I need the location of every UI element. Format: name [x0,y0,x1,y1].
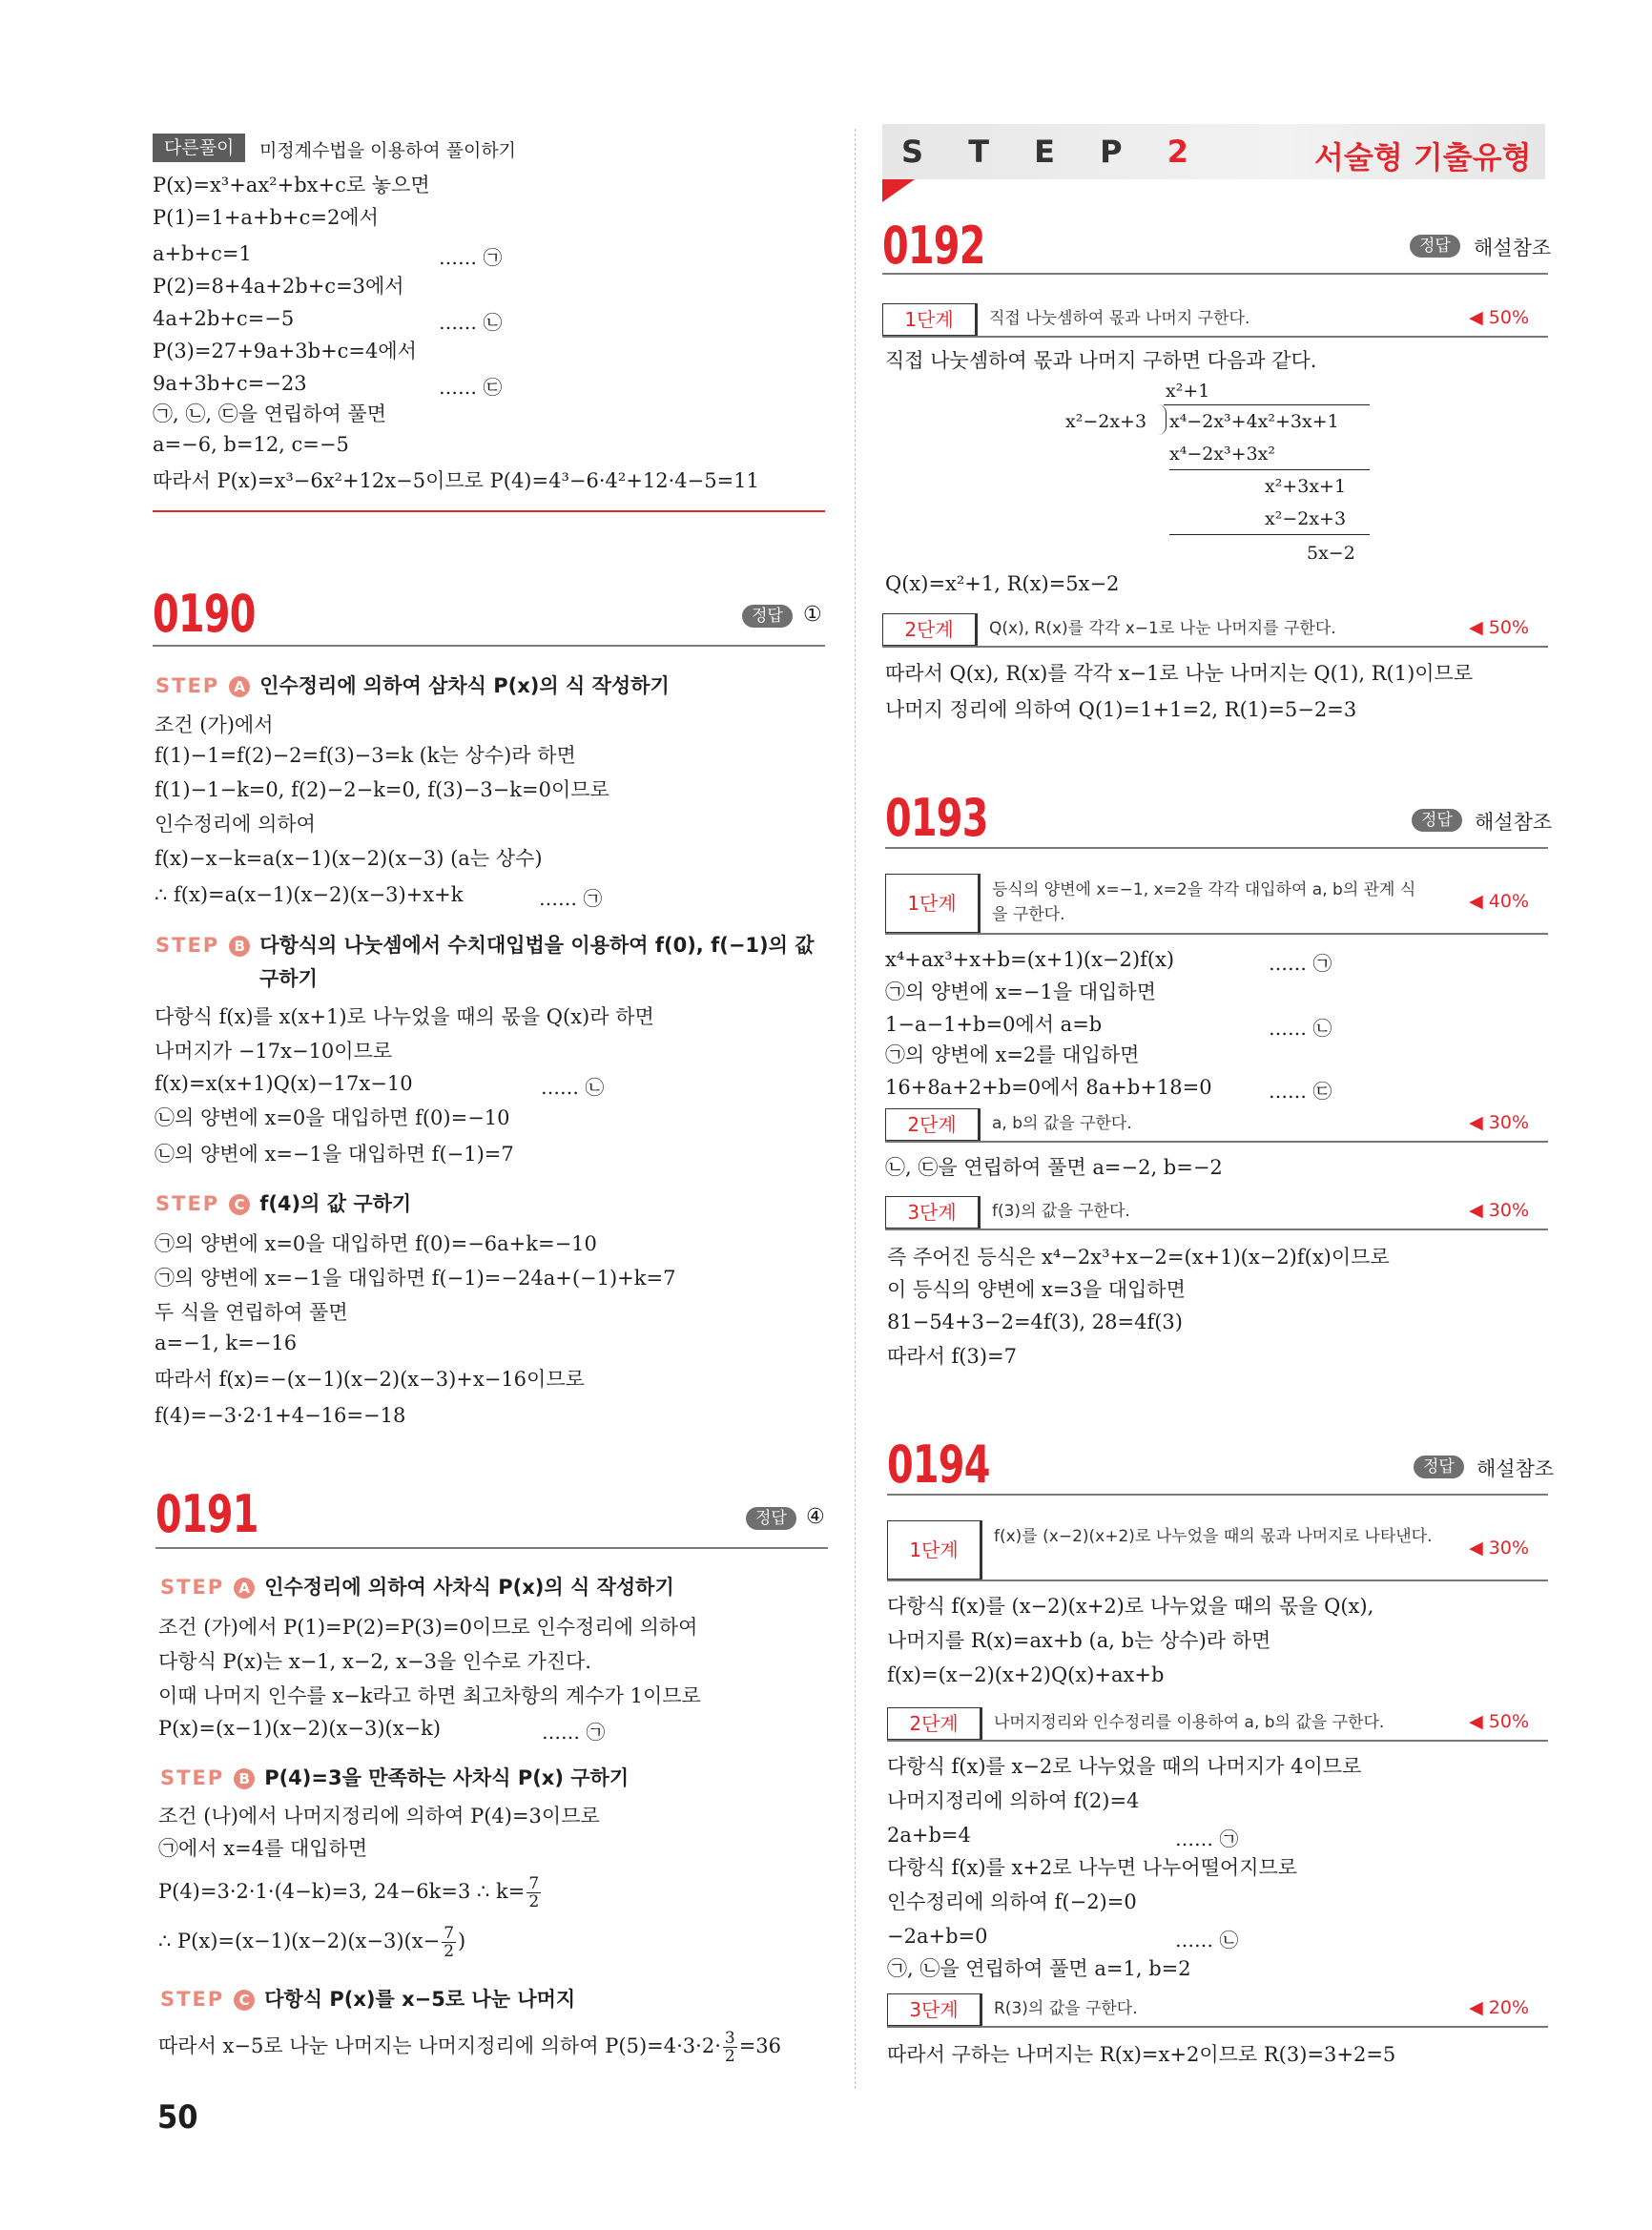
text-line: −2a+b=0 [887,1925,988,1948]
step-letter: C [234,1990,255,2011]
text-line: f(1)−1−k=0, f(2)−2−k=0, f(3)−3−k=0이므로 [155,778,609,801]
stage-1 [885,874,1548,935]
text-line: 따라서 구하는 나머지는 R(x)=x+2이므로 R(3)=3+2=5 [887,2043,1396,2066]
answer-value: 해설참조 [1476,1457,1555,1480]
text-part: P(4)=3·2·1·(4−k)=3, 24−6k=3 ∴ k= [158,1880,526,1903]
division-bracket [1158,404,1167,435]
text-line: 나머지정리에 의하여 f(2)=4 [887,1789,1140,1812]
text-part: ∴ P(x)=(x−1)(x−2)(x−3)(x− [158,1930,441,1952]
stage-3 [885,1196,1548,1230]
text-line: ∴ P(x)=(x−1)(x−2)(x−3)(x− $\frac{7}{2}$ ) [158,1924,466,1961]
fraction [527,1875,541,1910]
eq-mark: …… ㉢ [439,376,503,399]
text-line: a=−1, k=−16 [155,1332,298,1354]
text-line: 나머지 정리에 의하여 Q(1)=1+1=2, R(1)=5−2=3 [885,698,1357,721]
answer-value: ④ [806,1505,825,1529]
text-line: ㉡의 양변에 x=−1을 대입하면 f(−1)=7 [155,1143,514,1166]
alt-line: P(3)=27+9a+3b+c=4에서 [153,340,417,362]
text-line: P(x)=(x−1)(x−2)(x−3)(x−k) [158,1717,442,1740]
stage-percent: ◀ 50% [1469,1711,1529,1732]
alt-line: 따라서 P(x)=x³−6x²+12x−5이므로 P(4)=4³−6·4²+12·4−5=11 [153,469,759,492]
text-line: 따라서 f(x)=−(x−1)(x−2)(x−3)+x−16이므로 [155,1368,585,1391]
answer-badge: 정답 [742,605,793,628]
division-dividend: x⁴−2x³+4x²+3x+1 [1169,411,1339,432]
stage-1 [887,1520,1548,1581]
eq-mark: …… ㉡ [439,311,503,334]
answer-value: 해설참조 [1475,811,1553,834]
text-line: 조건 (가)에서 [155,713,274,736]
text-line: 인수정리에 의하여 [155,813,316,836]
stage-percent: ◀ 50% [1469,617,1529,638]
answer-badge: 정답 [1410,235,1460,258]
stage-percent: ◀ 30% [1469,1538,1529,1559]
stage-label: 2단계 [882,613,978,646]
stage-percent: ◀ 40% [1469,891,1529,912]
eq-mark: …… ㉠ [439,246,503,269]
text-line: 다항식 f(x)를 x+2로 나누면 나누어떨어지므로 [887,1856,1298,1879]
division-line [1169,534,1370,535]
division-sub1: x⁴−2x³+3x² [1169,444,1276,465]
divider [155,1547,828,1549]
text-line [158,2030,781,2065]
stage-desc: 등식의 양변에 x=−1, x=2을 각각 대입하여 a, b의 관계 식을 구한다. [992,880,1416,924]
eq-mark: …… ㉠ [539,887,603,910]
fraction-num: 7 [444,1924,455,1943]
stage-percent: ◀ 30% [1469,1112,1529,1133]
stage-label: 2단계 [885,1108,981,1141]
fraction-num: 7 [528,1874,540,1893]
step-tag: STEP [155,674,220,697]
stage-percent: ◀ 50% [1469,307,1529,328]
step-tag: STEP [155,934,220,957]
eq-mark: …… ㉡ [1175,1929,1239,1951]
text-line: 직접 나눗셈하여 몫과 나머지 구하면 다음과 같다. [885,349,1317,372]
text-line: ㉠, ㉡을 연립하여 풀면 a=1, b=2 [887,1957,1191,1980]
step-title: 인수정리에 의하여 사차식 P(x)의 식 작성하기 [264,1576,674,1599]
stage-label: 1단계 [882,303,978,336]
fraction [723,2030,737,2065]
answer-badge: 정답 [746,1507,796,1530]
text-line: 81−54+3−2=4f(3), 28=4f(3) [887,1311,1183,1333]
step-title: f(4)의 값 구하기 [259,1192,412,1215]
divider-red [153,510,825,512]
problem-number: 0192 [882,216,985,276]
fraction-den: 2 [724,2047,735,2066]
alt-line: P(x)=x³+ax²+bx+c로 놓으면 [153,174,430,196]
step-tag: STEP [160,1766,225,1789]
text-line: 다항식 f(x)를 x(x+1)로 나누었을 때의 몫을 Q(x)라 하면 [155,1005,654,1028]
page-number: 50 [157,2098,198,2137]
step-b-heading [155,930,815,959]
text-line: 나머지가 −17x−10이므로 [155,1040,393,1063]
step-title: 다항식 P(x)를 x−5로 나눈 나머지 [264,1988,576,2011]
answer-value: 해설참조 [1474,237,1552,259]
fraction-den: 2 [444,1942,455,1961]
stage-label: 1단계 [887,1520,982,1580]
section-title: 서술형 기출유형 [1314,139,1532,176]
fraction-num: 3 [724,2029,735,2048]
text-line: Q(x)=x²+1, R(x)=5x−2 [885,572,1120,595]
division-sub2: x²−2x+3 [1265,508,1347,529]
text-line: 다항식 f(x)를 x−2로 나누었을 때의 나머지가 4이므로 [887,1755,1362,1778]
text-line: 나머지를 R(x)=ax+b (a, b는 상수)라 하면 [887,1629,1271,1652]
alt-line: P(2)=8+4a+2b+c=3에서 [153,275,404,298]
section-step-number: 2 [1167,134,1189,170]
text-line: ㉡, ㉢을 연립하여 풀면 a=−2, b=−2 [885,1156,1223,1179]
answer-badge: 정답 [1412,809,1462,832]
step-a-heading [155,671,670,699]
text-part: =36 [738,2034,782,2057]
text-line: f(x)−x−k=a(x−1)(x−2)(x−3) (a는 상수) [155,847,543,870]
step-letter: A [229,676,250,697]
header-triangle [882,179,915,202]
stage-label: 3단계 [885,1196,981,1229]
stage-label: 2단계 [887,1707,982,1740]
text-line: 다항식 f(x)를 (x−2)(x+2)로 나누었을 때의 몫을 Q(x), [887,1595,1374,1618]
text-line: 즉 주어진 등식은 x⁴−2x³+x−2=(x+1)(x−2)f(x)이므로 [887,1246,1390,1269]
divider [885,847,1548,849]
alt-line: 9a+3b+c=−23 [153,372,307,395]
text-line: 다항식 P(x)는 x−1, x−2, x−3을 인수로 가진다. [158,1650,591,1673]
step-title: 인수정리에 의하여 삼차식 P(x)의 식 작성하기 [259,674,670,697]
text-line: ㉡의 양변에 x=0을 대입하면 f(0)=−10 [155,1106,510,1129]
text-line: 조건 (나)에서 나머지정리에 의하여 P(4)=3이므로 [158,1805,600,1827]
stage-label: 1단계 [885,874,981,933]
step-c-heading [155,1188,411,1217]
problem-number: 0190 [153,584,256,644]
stage-desc: 직접 나눗셈하여 몫과 나머지 구한다. [989,309,1250,328]
divider [887,1494,1548,1496]
answer-value: ① [803,603,822,627]
stage-2 [885,1108,1548,1143]
stage-1 [882,303,1548,338]
text-line: f(4)=−3·2·1+4−16=−18 [155,1404,406,1427]
step-tag: STEP [160,1988,225,2011]
eq-mark: …… ㉡ [541,1076,605,1099]
step-title: 다항식의 나눗셈에서 수치대입법을 이용하여 f(0), f(−1)의 값 [259,934,815,957]
division-line [1169,469,1370,470]
text-line: ㉠의 양변에 x=−1을 대입하면 f(−1)=−24a+(−1)+k=7 [155,1267,676,1290]
stage-desc: R(3)의 값을 구한다. [994,1999,1138,2018]
stage-desc: 나머지정리와 인수정리를 이용하여 a, b의 값을 구한다. [994,1713,1385,1732]
step-title: P(4)=3을 만족하는 사차식 P(x) 구하기 [264,1766,630,1789]
text-line: ∴ f(x)=a(x−1)(x−2)(x−3)+x+k [155,883,464,906]
alt-desc: 미정계수법을 이용하여 풀이하기 [259,140,517,161]
text-line: 16+8a+2+b=0에서 8a+b+18=0 [885,1076,1212,1099]
text-line: ㉠의 양변에 x=−1을 대입하면 [885,981,1156,1003]
text-line: f(x)=(x−2)(x+2)Q(x)+ax+b [887,1663,1165,1686]
step-letter: C [229,1194,250,1215]
stage-percent: ◀ 30% [1469,1200,1529,1221]
stage-desc: a, b의 값을 구한다. [992,1114,1132,1133]
text-line: f(1)−1=f(2)−2=f(3)−3=k (k는 상수)라 하면 [155,744,576,767]
eq-mark: …… ㉠ [1175,1827,1239,1850]
alt-line: a+b+c=1 [153,242,252,265]
text-line: 이때 나머지 인수를 x−k라고 하면 최고차항의 계수가 1이므로 [158,1684,701,1707]
step-b-heading [160,1763,629,1791]
division-quotient: x²+1 [1166,381,1210,402]
fraction-den: 2 [528,1892,540,1911]
division-divisor: x²−2x+3 [1065,411,1147,432]
stage-2 [887,1707,1548,1742]
section-step [901,134,1188,170]
text-line: 따라서 Q(x), R(x)를 각각 x−1로 나눈 나머지는 Q(1), R(1)이므로 [885,662,1474,685]
step-c-heading [160,1984,575,2013]
alt-line: a=−6, b=12, c=−5 [153,433,349,456]
alt-line: 4a+2b+c=−5 [153,307,295,330]
text-line: ㉠의 양변에 x=0을 대입하면 f(0)=−6a+k=−10 [155,1232,597,1255]
eq-mark: …… ㉡ [1269,1017,1332,1040]
division-rem2: 5x−2 [1307,543,1355,564]
text-line [158,1875,543,1910]
division-bar [1164,404,1370,405]
text-line: 이 등식의 양변에 x=3을 대입하면 [887,1278,1186,1301]
step-a-heading [160,1572,674,1600]
eq-mark: …… ㉠ [542,1721,606,1744]
problem-number: 0191 [155,1484,258,1544]
problem-number: 0193 [885,788,988,848]
text-line: ㉠에서 x=4를 대입하면 [158,1837,368,1860]
alt-line: ㉠, ㉡, ㉢을 연립하여 풀면 [153,403,387,425]
text-line: 따라서 f(3)=7 [887,1345,1018,1368]
fraction [442,1925,456,1960]
text-line: 1−a−1+b=0에서 a=b [885,1013,1103,1036]
stage-desc: f(x)를 (x−2)(x+2)로 나누었을 때의 몫과 나머지로 나타낸다. [994,1527,1433,1546]
text-line: x⁴+ax³+x+b=(x+1)(x−2)f(x) [885,948,1175,971]
divider [153,645,825,647]
stage-label: 3단계 [887,1993,982,2026]
step-letter: A [234,1578,255,1599]
text-line: f(x)=x(x+1)Q(x)−17x−10 [155,1072,413,1095]
eq-mark: …… ㉠ [1269,952,1332,975]
column-divider [855,129,856,2089]
stage-2 [882,613,1548,648]
step-letter: B [234,1768,255,1789]
stage-desc: Q(x), R(x)를 각각 x−1로 나눈 나머지를 구한다. [989,619,1336,638]
stage-desc: f(3)의 값을 구한다. [992,1202,1130,1221]
text-line: 조건 (가)에서 P(1)=P(2)=P(3)=0이므로 인수정리에 의하여 [158,1616,698,1639]
text-line: 두 식을 연립하여 풀면 [155,1301,348,1324]
text-line: 2a+b=4 [887,1824,971,1847]
stage-3 [887,1993,1548,2028]
stage-percent: ◀ 20% [1469,1997,1529,2018]
text-part: 따라서 x−5로 나눈 나머지는 나머지정리에 의하여 P(5)=4·3·2· [158,2034,721,2057]
text-line: ㉠의 양변에 x=2를 대입하면 [885,1043,1140,1066]
division-rem1: x²+3x+1 [1265,476,1347,497]
step-b-heading-cont: 구하기 [259,967,318,990]
answer-badge: 정답 [1414,1456,1464,1478]
alt-badge: 다른풀이 [153,134,245,162]
step-tag: STEP [155,1192,220,1215]
problem-number: 0194 [887,1435,990,1495]
section-step-word: S T E P [901,134,1140,170]
step-letter: B [229,936,250,957]
divider [882,273,1548,275]
eq-mark: …… ㉢ [1269,1080,1332,1103]
step-tag: STEP [160,1576,225,1599]
text-line: 인수정리에 의하여 f(−2)=0 [887,1890,1137,1913]
alt-line: P(1)=1+a+b+c=2에서 [153,206,379,229]
